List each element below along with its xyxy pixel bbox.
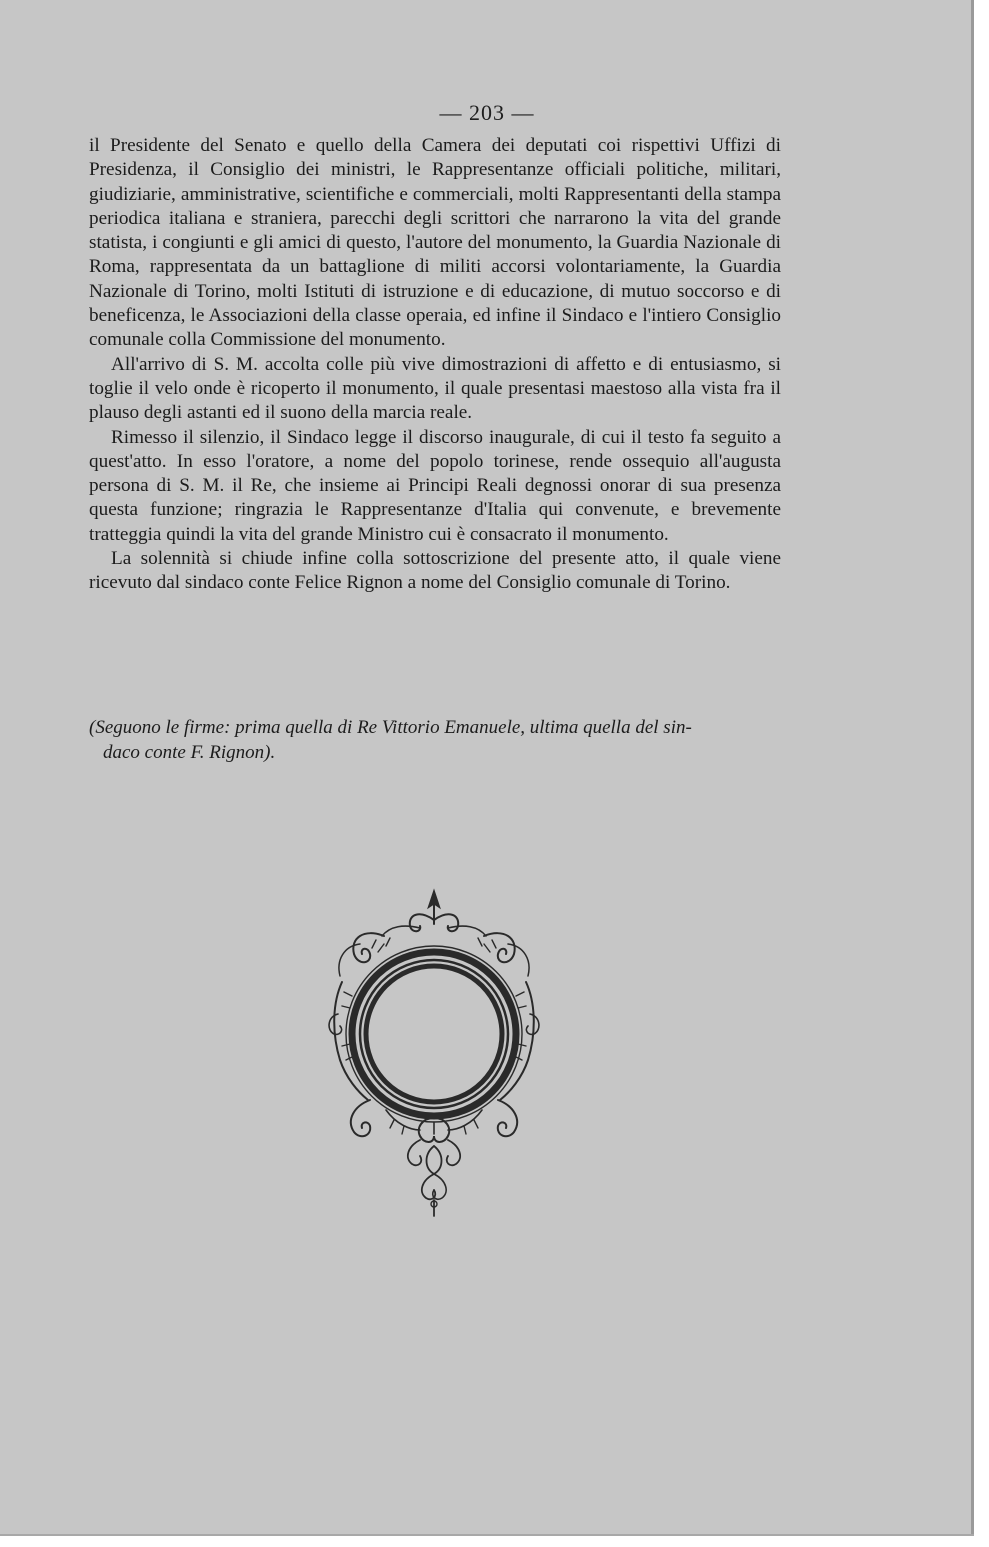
paragraph-4: La solennità si chiude infine colla sottoscrizione del presente atto, il quale viene ricevuto dal sindaco conte Felice Rignon a nome del Consiglio comunale di Torino. [89, 548, 781, 594]
signatures-note [89, 716, 781, 765]
paragraph-3: Rimesso il silenzio, il Sindaco legge il discorso inaugurale, di cui il testo fa seguito a quest'atto. In esso l'oratore, a nome del popolo torinese, rende ossequio all'augusta persona di S. M. il Re, che insieme ai Principi Reali degnossi onorar di sua presenza questa funzione; ringrazia le Rappresentanze d'Italia qui convenute, e brevemente tratteggia quindi la vita del grande Ministro cui è consacrato il monumento. [89, 426, 781, 545]
body-text [89, 134, 781, 596]
scan-edge-bottom [0, 1534, 974, 1536]
signatures-line-2: daco conte F. Rignon). [103, 741, 276, 763]
paragraph-1: il Presidente del Senato e quello della Camera dei deputati coi rispettivi Uffizi di Presidenza, il Consiglio dei ministri, le Rappresentanze officiali politiche, militari, giudiziarie, amministrative, scientifiche e commerciali, molti Rappresentanti della stampa periodica italiana e straniera, parecchi degli scrittori che narrarono la vita del grande statista, i congiunti e gli amici di questo, l'autore del monumento, la Guardia Nazionale di Roma, rappresentata da un battaglione di militi accorsi volontariamente, la Guardia Nazionale di Torino, molti Istituti di istruzione e di educazione, di mutuo soccorso e di beneficenza, le Associazioni della classe operaia, ed infine il Sindaco e l'intiero Consiglio comunale colla Commissione del monumento. [89, 135, 781, 351]
scan-edge-right [971, 0, 974, 1536]
paragraph-2: All'arrivo di S. M. accolta colle più vive dimostrazioni di affetto e di entusiasmo, si toglie il velo onde è ricoperto il monumento, il quale presentasi maestoso alla vista fra il plauso degli astanti ed il suono della marcia reale. [89, 353, 781, 424]
signatures-line-1: (Seguono le firme: prima quella di Re Vittorio Emanuele, ultima quella del sin- [89, 717, 692, 738]
page-number: — 203 — [439, 100, 535, 125]
ornamental-frame-icon [324, 884, 544, 1224]
